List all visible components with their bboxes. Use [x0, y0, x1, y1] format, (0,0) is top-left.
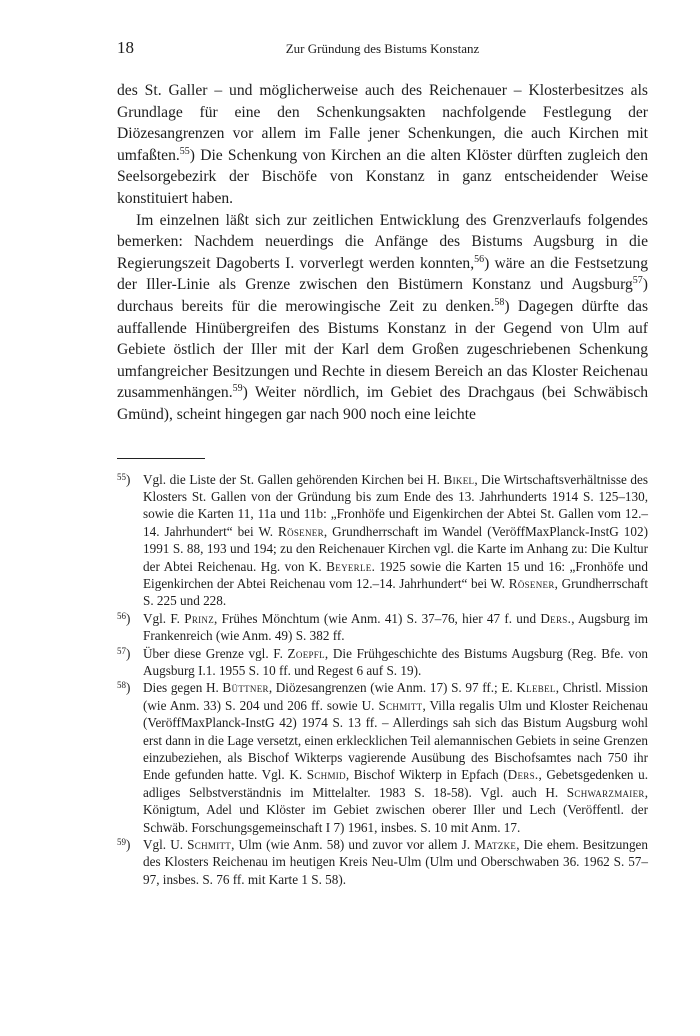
footnote-separator	[117, 458, 205, 459]
author-name: Büttner	[222, 680, 269, 696]
footnote-ref-55[interactable]: 55	[179, 145, 190, 157]
running-title: Zur Gründung des Bistums Konstanz	[285, 41, 480, 56]
footnote-ref-58[interactable]: 58	[494, 296, 505, 308]
footnote-number: $^{56}$)	[117, 610, 131, 626]
footnotes	[117, 471, 648, 889]
footnote-58: $^{58}$) Dies gegen H. Büttner, Diözesangrenzen (wie Anm. 17) S. 97 ff.; E. Klebel, Christl. Mission (wie Anm. 33) S. 204 und 206 ff. sowie U. Schmitt, Villa regalis Ulm und Kloster Reichenau (VeröffMaxPlanck-InstG 42) 1974 S. 13 ff. – Allerdings sah sich das Bistum Augsburg wohl erst dann in die Lage versetzt, einen erklecklichen Teil alemannischen Gebiets in seine Grenzen einzubeziehen, als Bischof Wikterps vagierende Ausübung des Bischofsamtes nach 750 ihr Ende gefunden hatte. Vgl. K. Schmid, Bischof Wikterp in Epfach (Ders., Gebetsgedenken u. adliges Selbstverständnis im Mittelalter. 1983 S. 18-58). Vgl. auch H. Schwarzmaier, Königtum, Adel und Klöster im Gebiet zwischen oberer Iller und Lech (Veröffentl. der Schwäb. Forschungsgemeinschaft I 7) 1961, insbes. S. 10 mit Anm. 17.	[117, 680, 649, 835]
author-name: Ders.	[540, 610, 572, 626]
author-name: Beyerle	[326, 558, 372, 574]
footnote-ref-59[interactable]: 59	[232, 383, 243, 395]
page-number: 18	[117, 38, 134, 57]
author-name: Schmitt	[187, 837, 232, 853]
paragraph-2: Im einzelnen läßt sich zur zeitlichen Entwicklung des Grenzverlaufs folgendes bemerken: Nachdem neuerdings die Anfänge des Bistums Augsburg in die Regierungszeit Dagoberts I. vorverlegt werden konnten,$^{56}$) wäre an die Festsetzung der Iller-Linie als Grenze zwischen den Bistümern Konstanz und Augsburg$^{57}$) durchaus bereits für die merowingische Zeit zu denken.$^{58}$) Dagegen dürfte das auffallende Hinübergreifen des Bistums Konstanz in der Gegend von Ulm auf Gebiete östlich der Iller mit der Karl dem Großen zugeschriebenen Schenkung umfangreicher Besitzungen und Rechte in diesem Bereich an das Kloster Reichenau zusammenhängen.$^{59}$) Weiter nördlich, im Gebiet des Drachgaus (bei Schwäbisch Gmünd), scheint hingegen gar nach 900 noch eine leichte	[117, 211, 649, 423]
author-name: Bikel	[443, 471, 475, 487]
author-name: Rösener	[508, 575, 555, 591]
footnote-number: $^{55}$)	[117, 471, 131, 487]
footnote-number: $^{58}$)	[117, 680, 131, 696]
author-name: Schmid	[306, 767, 346, 783]
author-name: Zoepfl	[287, 645, 325, 661]
author-name: Ders.	[507, 767, 539, 783]
page-header	[117, 38, 648, 60]
main-text	[117, 80, 648, 426]
footnote-57: $^{57}$) Über diese Grenze vgl. F. Zoepfl, Die Frühgeschichte des Bistums Augsburg (Reg. Bfe. von Augsburg I.1. 1955 S. 10 ff. und Regest 6 auf S. 19).	[117, 645, 649, 678]
footnote-59: $^{59}$) Vgl. U. Schmitt, Ulm (wie Anm. 58) und zuvor vor allem J. Matzke, Die ehem. Besitzungen des Klosters Reichenau im heutigen Kreis Neu-Ulm (Ulm und Oberschwaben 36. 1962 S. 57–97, insbes. S. 76 ff. mit Karte 1 S. 58).	[117, 837, 648, 887]
author-name: Matzke	[474, 837, 517, 853]
footnote-number: $^{57}$)	[117, 645, 131, 661]
author-name: Schwarzmaier	[566, 784, 645, 800]
author-name: Rösener	[277, 523, 324, 539]
footnote-ref-56[interactable]: 56	[474, 253, 485, 265]
book-page	[117, 38, 648, 888]
footnote-number: $^{59}$)	[117, 837, 131, 853]
author-name: Schmitt	[378, 697, 423, 713]
author-name: Klebel	[516, 680, 556, 696]
footnote-55: $^{55}$) Vgl. die Liste der St. Gallen gehörenden Kirchen bei H. Bikel, Die Wirtschaftsverhältnisse des Klosters St. Gallen von der Gründung bis zum Ende des 13. Jahrhunderts 1914 S. 125–130, sowie die Karten 11, 11a und 11b: „Fronhöfe und Eigenkirchen der Abtei St. Gallen vom 12.–14. Jahrhundert“ bei W. Rösener, Grundherrschaft im Wandel (VeröffMaxPlanck-InstG 102) 1991 S. 88, 193 und 194; zu den Reichenauer Kirchen vgl. die Karte im Anhang zu: Die Kultur der Abtei Reichenau. Hg. von K. Beyerle. 1925 sowie die Karten 15 und 16: „Fronhöfe und Eigenkirchen der Abtei Reichenau vom 12.–14. Jahrhundert“ bei W. Rösener, Grundherrschaft S. 225 und 228.	[117, 471, 649, 609]
paragraph-1: des St. Galler – und möglicherweise auch des Reichenauer – Klosterbesitzes als Grundlage für eine den Schenkungsakten nachfolgende Festlegung der Diözesangrenzen vor allem im Falle jener Schenkungen, die auch Kirchen mit umfaßten.$^{55}$) Die Schenkung von Kirchen an die alten Klöster dürften zugleich den Seelsorgebezirk der Bischöfe von Konstanz in ganz entscheidender Weise konstituiert haben.	[117, 82, 648, 207]
footnote-56: $^{56}$) Vgl. F. Prinz, Frühes Mönchtum (wie Anm. 41) S. 37–76, hier 47 f. und Ders., Augsburg im Frankenreich (wie Anm. 49) S. 382 ff.	[117, 610, 648, 644]
footnote-ref-57[interactable]: 57	[632, 275, 643, 287]
author-name: Prinz	[184, 610, 215, 626]
